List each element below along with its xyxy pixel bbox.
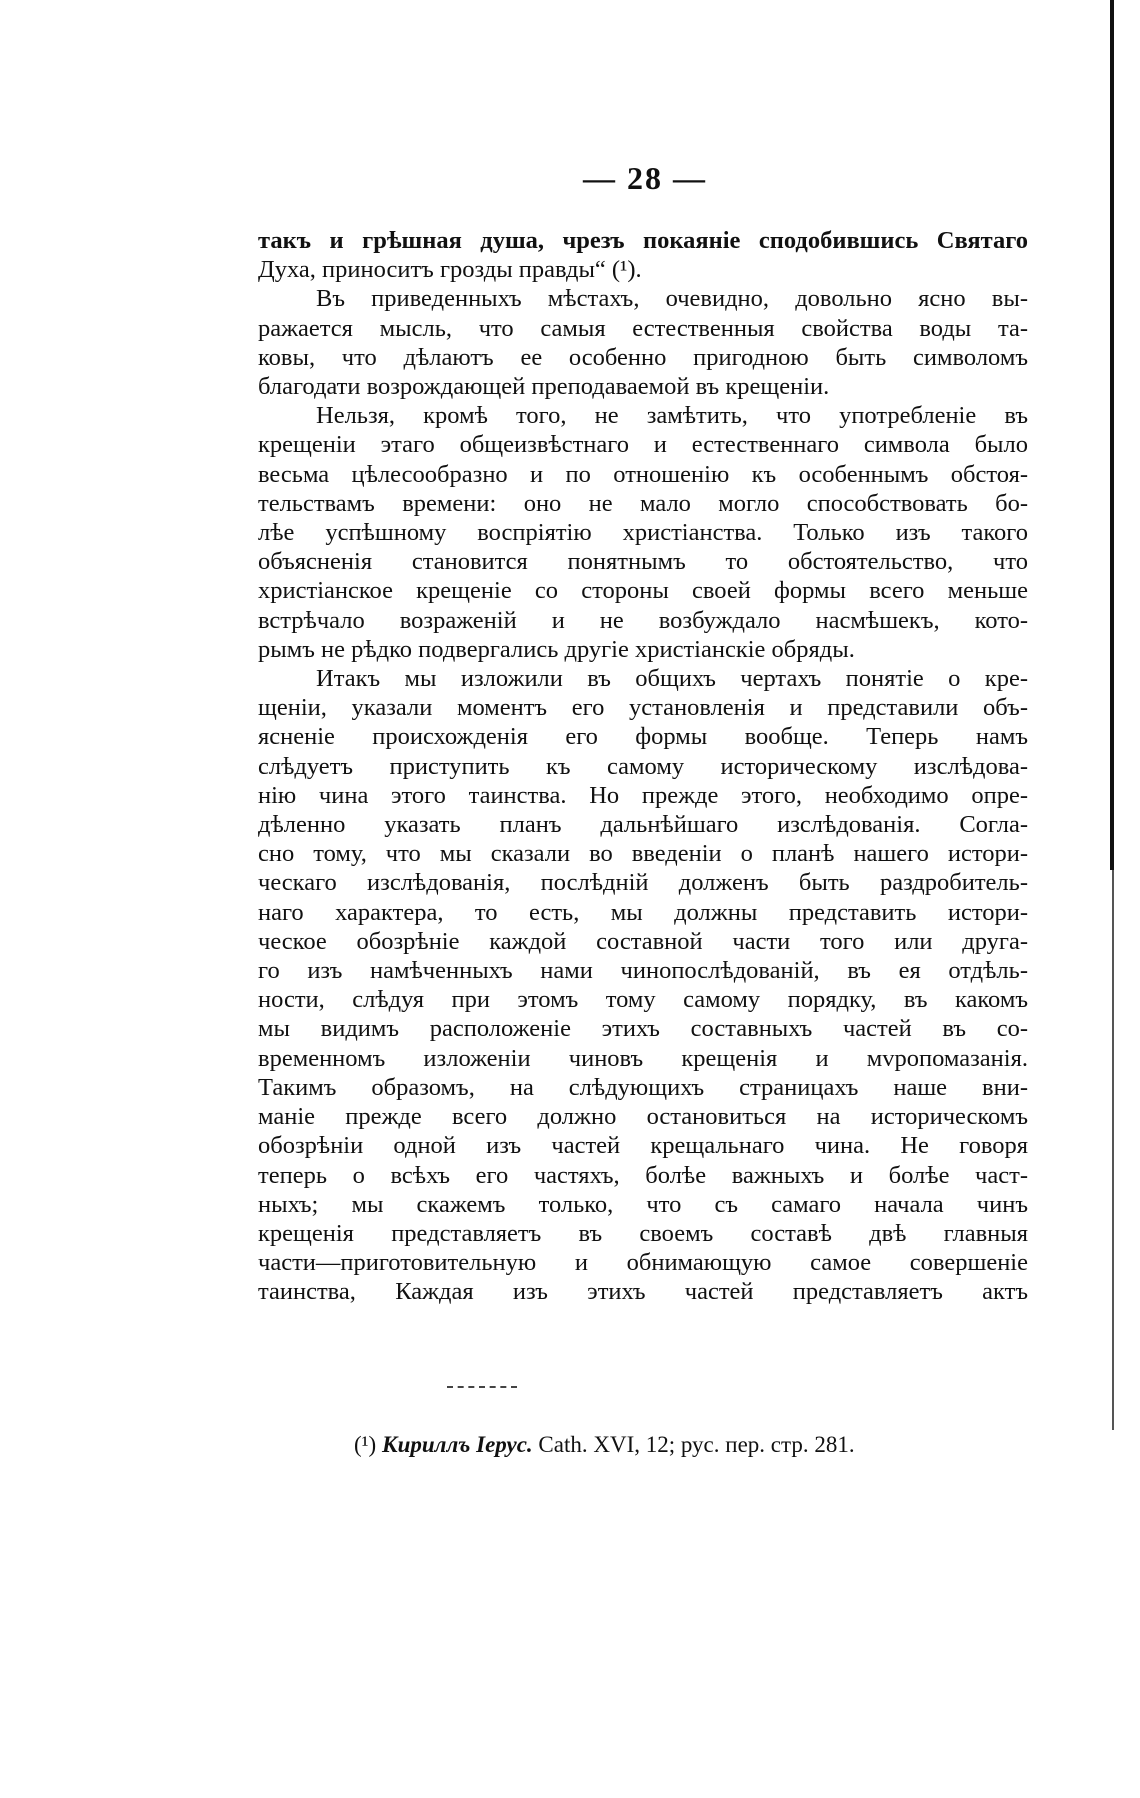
text-line: такъ и грѣшная душа, чрезъ покаяніе сподобившись Святаго: [258, 227, 1028, 254]
text-line: благодати возрождающей преподаваемой въ крещеніи.: [258, 373, 830, 401]
text-line: ческаго изслѣдованія, послѣдній долженъ быть раздробитель-: [258, 869, 1028, 897]
text-line: ческое обозрѣніе каждой составной части того или друга-: [258, 927, 1028, 955]
text-line: рымъ не рѣдко подвергались другіе христіанскіе обряды.: [258, 635, 855, 663]
footnote-reference: Cath. XVI, 12; рус. пер. стр. 281.: [538, 1432, 855, 1457]
text-line: ковы, что дѣлаютъ ее особенно пригодною быть символомъ: [258, 343, 1028, 371]
paragraph-start-line: Нельзя, кромѣ того, не замѣтить, что употребленіе въ: [316, 402, 1028, 430]
text-line: Такимъ образомъ, на слѣдующихъ страницахъ наше вни-: [258, 1073, 1028, 1101]
text-line: встрѣчало возраженій и не возбуждало насмѣшекъ, кото-: [258, 606, 1028, 634]
text-line: лѣе успѣшному воспріятію христіанства. Только изъ такого: [258, 519, 1028, 547]
footnote-author: Кириллъ Іерус.: [381, 1432, 533, 1457]
text-line: мы видимъ расположеніе этихъ составныхъ частей въ со-: [258, 1015, 1028, 1043]
text-line: наго характера, то есть, мы должны представить истори-: [258, 898, 1028, 926]
text-line: таинства, Каждая изъ этихъ частей представляетъ актъ: [258, 1278, 1028, 1306]
page-number: — 28 —: [583, 160, 707, 196]
text-line: тельствамъ времени: оно не мало могло способствовать бо-: [258, 489, 1028, 517]
page-edge-line: [1110, 0, 1114, 870]
text-line: маніе прежде всего должно остановиться на историческомъ: [258, 1103, 1028, 1131]
footnote-separator: [447, 1386, 517, 1388]
text-line: ясненіе происхожденія его формы вообще. Теперь намъ: [258, 723, 1028, 751]
text-line: временномъ изложеніи чиновъ крещенія и мvропомазанія.: [258, 1044, 1028, 1072]
text-line: весьма цѣлесообразно и по отношенію къ особеннымъ обстоя-: [258, 460, 1028, 488]
text-line: дѣленно указать планъ дальнѣйшаго изслѣдованія. Согла-: [258, 811, 1028, 839]
text-line: крещеніи этаго общеизвѣстнаго и естественнаго символа было: [258, 431, 1028, 459]
page-edge-line-lower: [1112, 870, 1114, 1430]
text-line: крещенія представляетъ въ своемъ составѣ двѣ главныя: [258, 1219, 1028, 1247]
text-line: слѣдуетъ приступить къ самому историческому изслѣдова-: [258, 752, 1028, 780]
text-line: объясненія становится понятнымъ то обстоятельство, что: [258, 548, 1028, 576]
text-line: щеніи, указали моментъ его установленія и представили объ-: [258, 694, 1028, 722]
text-line: теперь о всѣхъ его частяхъ, болѣе важныхъ и болѣе част-: [258, 1161, 1028, 1189]
text-line: нію чина этого таинства. Но прежде этого, необходимо опре-: [258, 781, 1028, 809]
text-line: сно тому, что мы сказали во введеніи о планѣ нашего истори-: [258, 840, 1028, 868]
text-line: христіанское крещеніе со стороны своей формы всего меньше: [258, 577, 1028, 605]
footnote: [354, 1432, 994, 1458]
text-line: го изъ намѣченныхъ нами чинопослѣдованій, въ ея отдѣль-: [258, 957, 1028, 985]
body-text: [258, 226, 1028, 1307]
text-line: ности, слѣдуя при этомъ тому самому порядку, въ какомъ: [258, 986, 1028, 1014]
paragraph-start-line: Въ приведенныхъ мѣстахъ, очевидно, довольно ясно вы-: [316, 285, 1028, 313]
footnote-marker: (¹): [354, 1432, 377, 1457]
paragraph-start-line: Итакъ мы изложили въ общихъ чертахъ понятіе о кре-: [316, 665, 1028, 693]
text-line: обозрѣніи одной изъ частей крещальнаго чина. Не говоря: [258, 1132, 1028, 1160]
text-line: Духа, приноситъ грозды правды“ (¹).: [258, 256, 642, 284]
text-line: ражается мысль, что самыя естественныя свойства воды та-: [258, 314, 1028, 342]
text-line: ныхъ; мы скажемъ только, что съ самаго начала чинъ: [258, 1190, 1028, 1218]
text-line: части—приготовительную и обнимающую самое совершеніе: [258, 1249, 1028, 1277]
